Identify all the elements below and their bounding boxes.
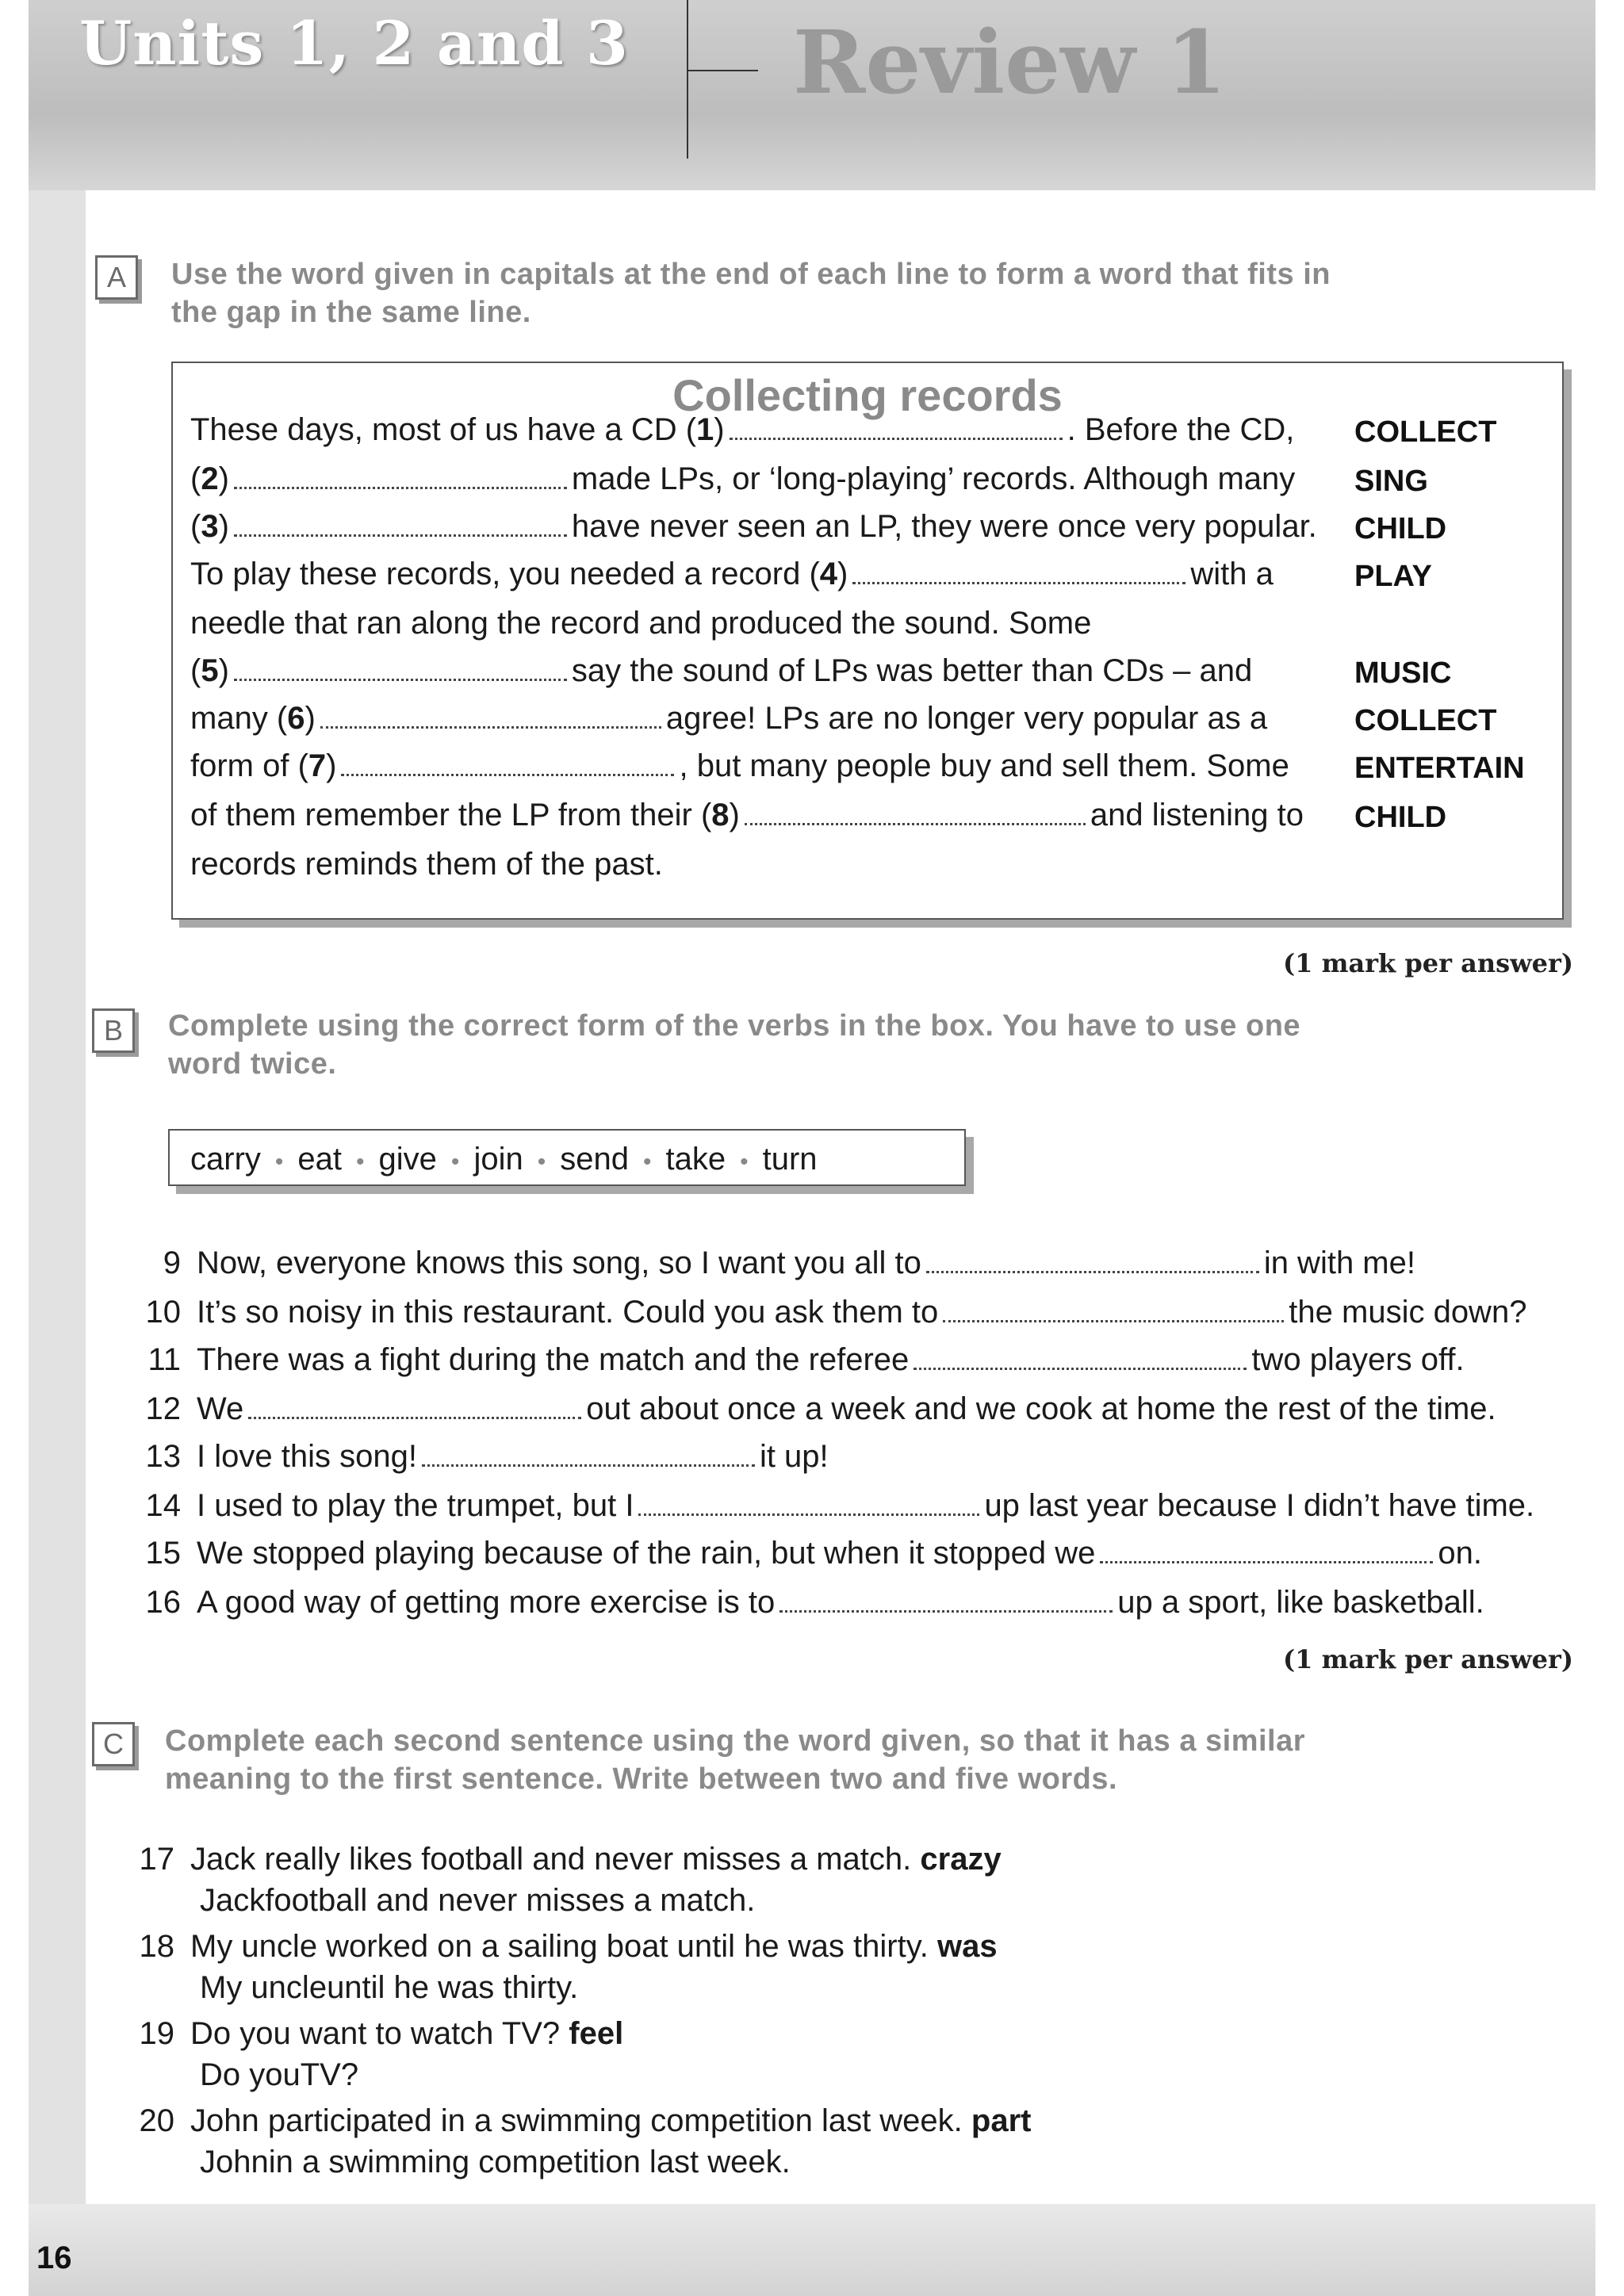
line-text-pre: (	[190, 461, 201, 496]
header-rule	[687, 70, 758, 71]
capital-keyword: COLLECT	[1354, 415, 1497, 449]
line-text-pre: of them remember the LP from their (	[190, 798, 712, 832]
gap-number: 4	[819, 557, 838, 591]
gap-4-blank[interactable]	[852, 558, 1185, 584]
bullet-separator: •	[274, 1149, 284, 1175]
item-text-pre: We	[197, 1391, 244, 1426]
verb-word: send	[560, 1142, 629, 1177]
line-text-mid: )	[218, 509, 229, 544]
left-margin-strip	[29, 190, 86, 2204]
line-text-mid: )	[218, 461, 229, 496]
item-text-pre: I love this song!	[197, 1439, 417, 1474]
units-title: Units 1, 2 and 3	[79, 8, 629, 78]
second-sentence	[200, 1968, 578, 2007]
item-text-pre: We stopped playing because of the rain, but when it stopped we	[197, 1536, 1096, 1571]
gap-number: 8	[711, 798, 730, 832]
gap-2-blank[interactable]	[234, 463, 567, 489]
key-word: feel	[569, 2016, 624, 2051]
collecting-records-box	[171, 362, 1564, 920]
item-number: 15	[145, 1536, 181, 1571]
answer-blank[interactable]	[422, 1441, 755, 1467]
item-number: 17	[139, 1842, 174, 1877]
text-line	[190, 845, 663, 883]
line-text-mid: )	[729, 798, 740, 832]
line-text-pre: needle that ran along the record and produced the sound. Some	[190, 606, 1092, 641]
text-line	[190, 460, 1295, 498]
capital-keyword: COLLECT	[1354, 704, 1497, 737]
section-c-label: C	[92, 1722, 135, 1766]
section-a-label: A	[95, 255, 138, 300]
gap-5-blank[interactable]	[234, 655, 567, 681]
item-number: 12	[145, 1391, 181, 1426]
second-sentence-pre: John	[200, 2145, 269, 2179]
line-text-pre: form of (	[190, 748, 308, 783]
text-line	[190, 747, 1289, 785]
exercise-item	[128, 2014, 623, 2053]
line-text-pre: To play these records, you needed a record (	[190, 557, 820, 591]
text-line	[190, 652, 1252, 690]
verb-word: take	[665, 1142, 726, 1177]
exercise-item	[135, 1389, 1496, 1429]
item-number: 13	[145, 1439, 181, 1474]
line-text-post: , but many people buy and sell them. Some	[679, 748, 1289, 783]
line-text-pre: (	[190, 509, 201, 544]
bullet-separator: •	[537, 1149, 546, 1175]
answer-blank[interactable]	[943, 1296, 1284, 1322]
first-sentence: John participated in a swimming competition last week.	[190, 2103, 963, 2138]
second-sentence-pre: Jack	[200, 1883, 266, 1918]
line-text-mid: )	[218, 653, 229, 688]
text-line	[190, 507, 1317, 545]
key-word: crazy	[920, 1842, 1002, 1877]
header-divider	[687, 0, 688, 159]
line-text-pre: records reminds them of the past.	[190, 847, 663, 882]
review-title: Review 1	[793, 11, 1227, 113]
exercise-item	[135, 1533, 1482, 1573]
section-b-instruction-line-1: Complete using the correct form of the verbs in the box. You have to use one	[168, 1009, 1301, 1043]
exercise-item	[135, 1340, 1465, 1380]
line-text-mid: )	[326, 748, 337, 783]
capital-keyword: CHILD	[1354, 512, 1447, 545]
item-number: 19	[139, 2016, 174, 2051]
gap-7-blank[interactable]	[341, 750, 674, 776]
section-b-instruction-line-2: word twice.	[168, 1047, 337, 1081]
gap-number: 6	[287, 701, 305, 736]
verb-word-box	[168, 1129, 966, 1186]
text-line	[190, 411, 1294, 449]
item-text-pre: It’s so noisy in this restaurant. Could you ask them to	[197, 1295, 939, 1330]
item-text-pre: Now, everyone knows this song, so I want you all to	[197, 1246, 921, 1280]
exercise-item	[135, 1292, 1526, 1332]
text-line	[190, 555, 1274, 593]
footer-band	[29, 2204, 1595, 2296]
second-sentence-pre: Do you	[200, 2057, 301, 2092]
item-text-post: the music down?	[1289, 1295, 1527, 1330]
line-text-mid: )	[837, 557, 848, 591]
line-text-post: agree! LPs are no longer very popular as a	[665, 701, 1268, 736]
first-sentence: Do you want to watch TV?	[190, 2016, 561, 2051]
item-number: 9	[163, 1246, 181, 1280]
exercise-item	[128, 1927, 998, 1966]
exercise-item	[135, 1243, 1415, 1283]
exercise-item	[128, 1839, 1002, 1879]
exercise-item	[135, 1582, 1484, 1622]
answer-blank[interactable]	[638, 1490, 979, 1516]
second-sentence	[200, 1881, 755, 1920]
item-text-post: on.	[1438, 1536, 1482, 1571]
answer-blank[interactable]	[1100, 1537, 1433, 1563]
item-number: 16	[145, 1585, 181, 1620]
item-text-pre: I used to play the trumpet, but I	[197, 1488, 634, 1523]
text-line	[190, 796, 1304, 834]
line-text-post: with a	[1190, 557, 1274, 591]
text-line	[190, 604, 1091, 642]
answer-blank[interactable]	[248, 1393, 581, 1419]
verb-word: join	[473, 1142, 523, 1177]
line-text-mid: )	[714, 412, 725, 447]
gap-number: 3	[201, 509, 219, 544]
capital-keyword: PLAY	[1354, 560, 1432, 593]
verb-word: eat	[297, 1142, 343, 1177]
second-sentence-post: in a swimming competition last week.	[268, 2145, 791, 2179]
second-sentence-pre: My uncle	[200, 1970, 327, 2005]
capital-keyword: ENTERTAIN	[1354, 752, 1525, 785]
line-text-pre: These days, most of us have a CD (	[190, 412, 697, 447]
gap-6-blank[interactable]	[320, 702, 661, 729]
section-c-instruction-line-2: meaning to the first sentence. Write between two and five words.	[165, 1762, 1118, 1796]
item-text-post: up a sport, like basketball.	[1117, 1585, 1484, 1620]
second-sentence-post: until he was thirty.	[327, 1970, 579, 2005]
section-a-marks: (1 mark per answer)	[1283, 948, 1573, 978]
bullet-separator: •	[450, 1149, 460, 1175]
first-sentence: Jack really likes football and never misses a match.	[190, 1842, 912, 1877]
section-a-instruction-line-1: Use the word given in capitals at the end of each line to form a word that fits in	[171, 258, 1331, 291]
key-word: was	[936, 1929, 998, 1964]
line-text-post: say the sound of LPs was better than CDs – and	[571, 653, 1253, 688]
answer-blank[interactable]	[926, 1247, 1259, 1273]
second-sentence-post: TV?	[300, 2057, 359, 2092]
item-text-post: two players off.	[1251, 1342, 1465, 1377]
section-c-instruction-line-1: Complete each second sentence using the word given, so that it has a similar	[165, 1724, 1306, 1758]
box-title: Collecting records	[672, 370, 1063, 420]
section-b-label: B	[92, 1008, 135, 1053]
exercise-item	[135, 1486, 1534, 1525]
line-text-post: have never seen an LP, they were once very popular.	[571, 509, 1317, 544]
gap-3-blank[interactable]	[234, 511, 567, 537]
item-text-post: it up!	[759, 1439, 829, 1474]
capital-keyword: SING	[1354, 465, 1428, 498]
line-text-pre: (	[190, 653, 201, 688]
exercise-item	[135, 1437, 829, 1476]
item-text-post: in with me!	[1263, 1246, 1415, 1280]
section-b-marks: (1 mark per answer)	[1283, 1644, 1573, 1674]
item-text-pre: There was a fight during the match and the referee	[197, 1342, 910, 1377]
second-sentence	[200, 2055, 358, 2095]
gap-number: 1	[696, 412, 714, 447]
line-text-post: . Before the CD,	[1067, 412, 1295, 447]
item-number: 11	[147, 1342, 181, 1377]
answer-blank[interactable]	[914, 1344, 1247, 1370]
bullet-separator: •	[356, 1149, 365, 1175]
item-number: 14	[145, 1488, 181, 1523]
answer-blank[interactable]	[779, 1586, 1113, 1613]
section-a-instruction-line-2: the gap in the same line.	[171, 296, 531, 329]
verb-word: give	[378, 1142, 437, 1177]
gap-number: 7	[308, 748, 327, 783]
second-sentence-post: football and never misses a match.	[265, 1883, 756, 1918]
gap-number: 2	[201, 461, 219, 496]
text-line	[190, 699, 1267, 737]
item-number: 18	[139, 1929, 174, 1964]
item-text-post: up last year because I didn’t have time.	[984, 1488, 1535, 1523]
gap-8-blank[interactable]	[745, 799, 1086, 825]
first-sentence: My uncle worked on a sailing boat until he was thirty.	[190, 1929, 929, 1964]
bullet-separator: •	[740, 1149, 749, 1175]
verb-word: turn	[762, 1142, 818, 1177]
key-word: part	[971, 2103, 1032, 2138]
second-sentence	[200, 2142, 791, 2182]
capital-keyword: MUSIC	[1354, 656, 1452, 690]
item-number: 10	[145, 1295, 181, 1330]
gap-number: 5	[201, 653, 219, 688]
gap-1-blank[interactable]	[730, 414, 1063, 440]
line-text-pre: many (	[190, 701, 288, 736]
line-text-mid: )	[304, 701, 316, 736]
item-text-pre: A good way of getting more exercise is to	[197, 1585, 776, 1620]
capital-keyword: CHILD	[1354, 801, 1447, 834]
bullet-separator: •	[642, 1149, 652, 1175]
exercise-item	[128, 2101, 1032, 2141]
verb-word: carry	[190, 1142, 261, 1177]
item-number: 20	[139, 2103, 174, 2138]
line-text-post: made LPs, or ‘long-playing’ records. Although many	[571, 461, 1296, 496]
line-text-post: and listening to	[1090, 798, 1304, 832]
page-number: 16	[36, 2241, 72, 2275]
item-text-post: out about once a week and we cook at home the rest of the time.	[586, 1391, 1496, 1426]
